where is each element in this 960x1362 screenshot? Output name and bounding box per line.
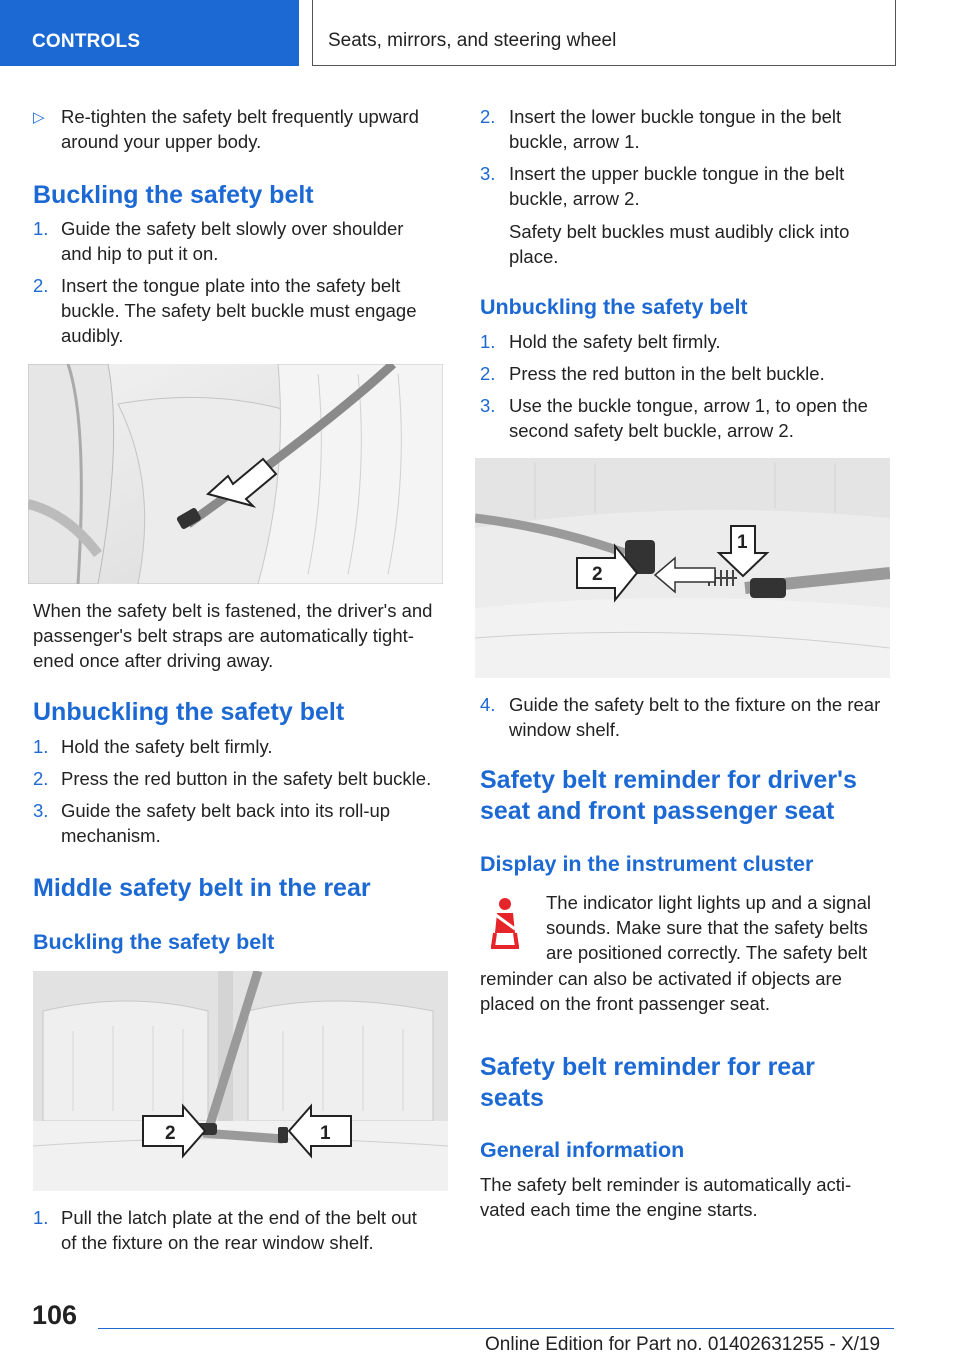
step-number: 1. xyxy=(33,1207,49,1228)
step-line: Hold the safety belt firmly. xyxy=(509,331,721,352)
heading-reminder-front: Safety belt reminder for driver's seat and front passenger seat xyxy=(480,766,857,825)
footer-divider xyxy=(98,1328,894,1329)
step-line: Insert the upper buckle tongue in the belt xyxy=(509,163,845,184)
step-line: buckle. The safety belt buckle must engage xyxy=(61,300,417,321)
callout-1: 1 xyxy=(737,532,748,553)
page-number: 106 xyxy=(32,1300,78,1330)
heading-buckling: Buckling the safety belt xyxy=(33,181,314,209)
step-number: 3. xyxy=(480,395,496,416)
step-line: window shelf. xyxy=(509,719,621,740)
step-number: 3. xyxy=(33,800,49,821)
chapter-title: Seats, mirrors, and steering wheel xyxy=(312,0,896,66)
step-line: Press the red button in the safety belt buckle. xyxy=(61,768,432,789)
step-number: 2. xyxy=(480,363,496,384)
step-number: 2. xyxy=(480,106,496,127)
display-text-indent: The indicator light lights up and a signal sounds. Make sure that the safety belts are positioned correctly. The safety belt xyxy=(546,892,871,963)
step-number: 1. xyxy=(480,331,496,352)
step-line: Insert the lower buckle tongue in the belt xyxy=(509,106,842,127)
heading-middle-belt: Middle safety belt in the rear xyxy=(33,874,371,902)
step-number: 3. xyxy=(480,163,496,184)
rear-buckles-photo xyxy=(475,458,890,678)
step-line: Hold the safety belt firmly. xyxy=(61,736,273,757)
step-line: buckle, arrow 1. xyxy=(509,131,640,152)
step-line: Press the red button in the belt buckle. xyxy=(509,363,825,384)
step-number: 4. xyxy=(480,694,496,715)
step-number: 1. xyxy=(33,736,49,757)
step-line: Use the buckle tongue, arrow 1, to open the xyxy=(509,395,868,416)
rear-middle-belt-photo xyxy=(33,971,448,1191)
heading-reminder-rear: Safety belt reminder for rear seats xyxy=(480,1053,815,1112)
seatbelt-warning-icon xyxy=(485,895,525,950)
step-line: audibly. xyxy=(61,325,124,346)
step-line: Guide the safety belt back into its roll-up xyxy=(61,800,391,821)
step-line: of the fixture on the rear window shelf. xyxy=(61,1232,374,1253)
subheading-buckling: Buckling the safety belt xyxy=(33,930,275,954)
click-note: Safety belt buckles must audibly click into place. xyxy=(509,221,850,267)
callout-1: 1 xyxy=(320,1123,331,1144)
bullet-line: around your upper body. xyxy=(61,131,262,152)
heading-unbuckling: Unbuckling the safety belt xyxy=(33,698,345,726)
bullet-line: Re-tighten the safety belt frequently upward xyxy=(61,106,419,127)
list-item xyxy=(33,273,453,348)
triangle-bullet-icon: ▷ xyxy=(33,109,45,126)
front-seat-belt-photo xyxy=(28,364,443,584)
step-line: Guide the safety belt slowly over shoulder xyxy=(61,218,404,239)
general-text: The safety belt reminder is automatically acti- vated each time the engine starts. xyxy=(480,1174,852,1220)
step-line: Pull the latch plate at the end of the belt out xyxy=(61,1207,417,1228)
step-line: second safety belt buckle, arrow 2. xyxy=(509,420,794,441)
display-text-full: reminder can also be activated if objects are placed on the front passenger seat. xyxy=(480,968,842,1014)
subheading-general: General information xyxy=(480,1138,685,1162)
list-item xyxy=(33,216,453,266)
step-line: Insert the tongue plate into the safety belt xyxy=(61,275,401,296)
fastened-paragraph: When the safety belt is fastened, the driver's and passenger's belt straps are automatically tight- ened once after driving away. xyxy=(33,600,433,671)
callout-2: 2 xyxy=(165,1123,176,1144)
edition-text: Online Edition for Part no. 01402631255 - X/19 xyxy=(485,1334,881,1355)
step-number: 2. xyxy=(33,768,49,789)
step-line: mechanism. xyxy=(61,825,161,846)
subheading-display: Display in the instrument cluster xyxy=(480,852,814,876)
step-line: and hip to put it on. xyxy=(61,243,219,264)
section-tab: CONTROLS xyxy=(0,0,299,66)
step-number: 1. xyxy=(33,218,49,239)
step-line: Guide the safety belt to the fixture on the rear xyxy=(509,694,881,715)
step-number: 2. xyxy=(33,275,49,296)
subheading-unbuckling: Unbuckling the safety belt xyxy=(480,295,748,319)
callout-2: 2 xyxy=(592,564,603,585)
step-line: buckle, arrow 2. xyxy=(509,188,640,209)
